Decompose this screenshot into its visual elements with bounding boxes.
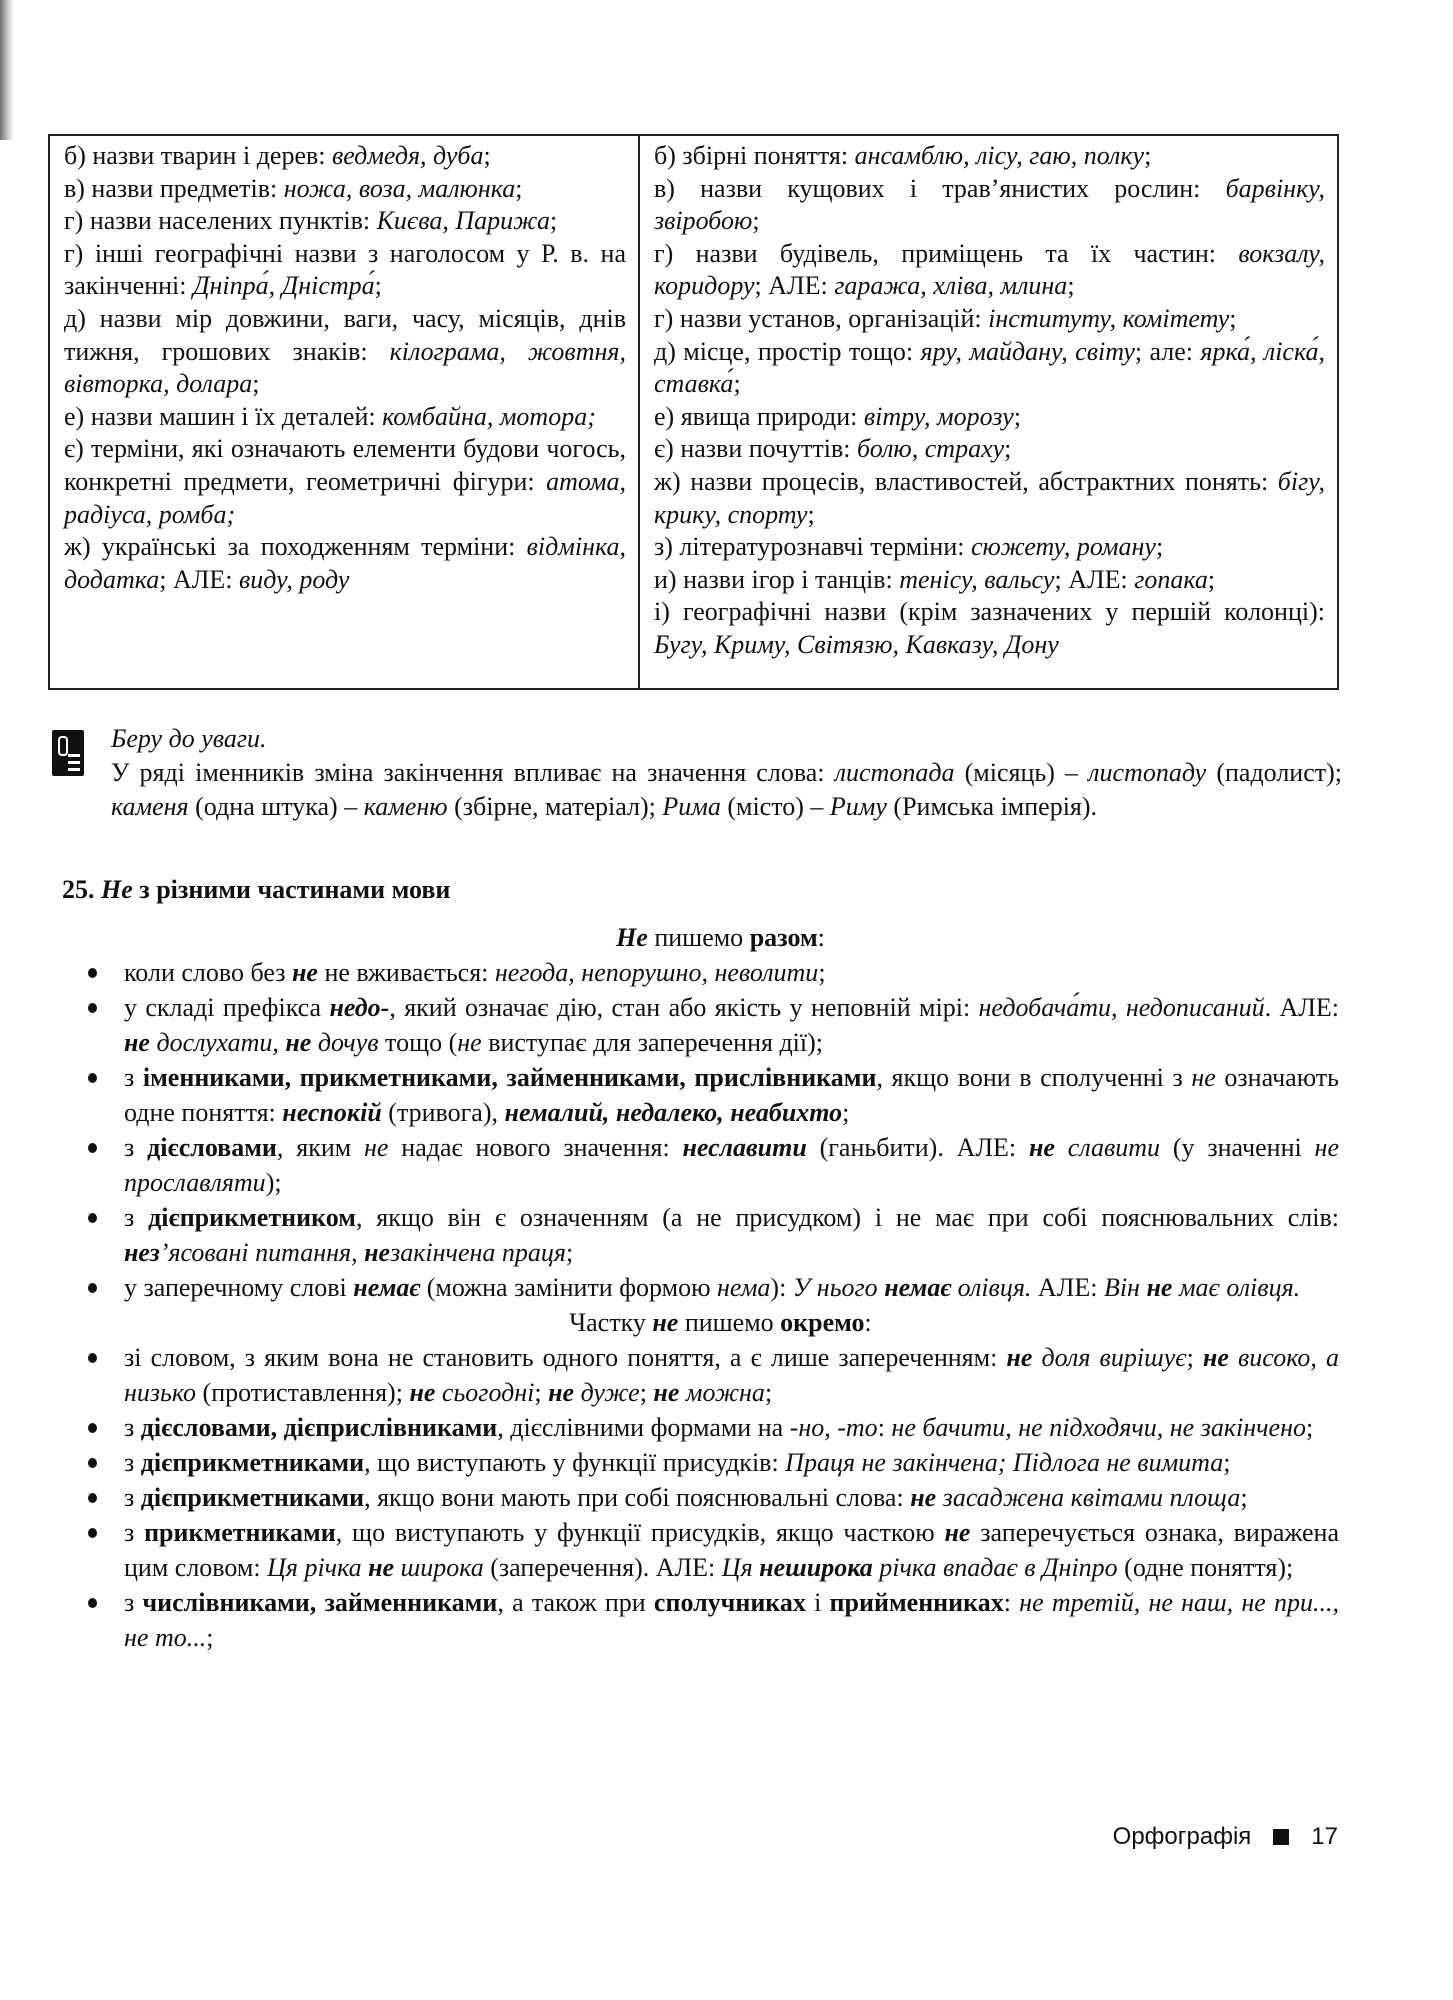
text-run: Він	[1103, 1273, 1147, 1302]
text-run: зі словом, з яким вона не становить одного поняття, а є лише запереченням:	[124, 1343, 1007, 1372]
rule-item	[62, 1340, 1339, 1410]
text-run: , якщо він є означенням (а не присудком) і не має при собі пояснювальних слів:	[355, 1203, 1339, 1232]
text-run: заперечується ознака, виражена цим словом:	[124, 1518, 1339, 1582]
text-run: Не	[616, 923, 648, 952]
text-run: гопака	[1134, 564, 1208, 594]
text-run: не вживається:	[317, 958, 495, 987]
text-run: не	[653, 1378, 680, 1407]
rule-item	[62, 990, 1339, 1060]
text-run: е) назви машин і їх деталей:	[64, 401, 383, 431]
text-run: неширока	[759, 1553, 873, 1582]
text-run: ;	[752, 206, 760, 236]
text-run: високо, а низько	[124, 1343, 1339, 1407]
text-run: комбайна, мотора;	[382, 401, 596, 431]
text-run: ;	[1013, 401, 1022, 431]
text-run: :	[877, 1413, 892, 1442]
text-run: з	[124, 1483, 141, 1512]
rule-item	[62, 1270, 1339, 1305]
text-run: можна	[679, 1378, 765, 1407]
text-run: , дієслівними формами на	[497, 1413, 790, 1442]
table-entry	[64, 531, 626, 596]
table-entry	[64, 401, 626, 434]
bullet-icon	[88, 1353, 97, 1363]
text-run: , а також при	[497, 1588, 654, 1617]
rules-together-list	[62, 955, 1339, 1305]
text-run: коли слово без	[124, 958, 292, 987]
text-run: надає нового значення:	[388, 1133, 683, 1162]
text-run: :	[817, 923, 825, 952]
text-run: , якщо вони в сполученні з	[876, 1063, 1192, 1092]
text-run: дуже	[574, 1378, 640, 1407]
text-run: дослухати,	[149, 1028, 286, 1057]
text-run: гаража, хліва, млина	[834, 271, 1068, 301]
section-heading	[62, 872, 1339, 908]
text-run: дієприкметниками	[140, 1483, 365, 1512]
text-run: немалий, недалеко, неабихто	[504, 1098, 843, 1127]
text-run: не	[364, 1238, 391, 1267]
square-bullet-icon	[1273, 1829, 1289, 1845]
table-entry	[654, 564, 1325, 597]
rule-item	[62, 1200, 1339, 1270]
text-run: немає	[884, 1273, 952, 1302]
bullet-icon	[88, 1213, 97, 1223]
bullet-icon	[88, 968, 97, 978]
text-run: (одне поняття);	[1117, 1553, 1294, 1582]
text-run: (тривога),	[381, 1098, 505, 1127]
text-run: з	[124, 1413, 141, 1442]
text-run: у складі префікса	[124, 993, 330, 1022]
text-run: дієприкметником	[148, 1203, 356, 1232]
text-run: тощо (	[378, 1028, 458, 1057]
note-body	[111, 756, 1342, 824]
text-run: і) географічні назви (крім зазначених у першій колонці):	[654, 597, 1325, 627]
text-run: не	[124, 1028, 150, 1057]
text-run: іменниками, прикметниками, займенниками, прислівниками	[142, 1063, 877, 1092]
text-run: не	[291, 958, 318, 987]
scan-edge	[0, 0, 14, 140]
page-footer	[1113, 1823, 1338, 1851]
note-block	[52, 722, 1342, 824]
subheading-together	[102, 920, 1339, 955]
text-run: не	[944, 1518, 971, 1547]
text-run: дієсловами, дієприслівниками	[140, 1413, 498, 1442]
text-run: відмінка, додатка	[64, 532, 626, 594]
text-run: не	[1191, 1063, 1216, 1092]
table-entry	[654, 303, 1325, 336]
text-run: ;	[818, 958, 826, 987]
text-run: ведмедя, дуба	[332, 141, 484, 170]
text-run: , якщо вони мають при собі пояснювальні слова:	[364, 1483, 911, 1512]
text-run: Беру до уваги.	[111, 724, 267, 753]
text-run: (протиставлення);	[196, 1378, 410, 1407]
text-run: и) назви ігор і танців:	[654, 564, 900, 594]
text-run: вітру, морозу	[863, 401, 1014, 431]
table-entry	[654, 140, 1325, 173]
text-run: Дніпра́, Дністра́	[192, 271, 375, 301]
text-run: у заперечному слові	[124, 1273, 354, 1302]
text-run: не	[1028, 1133, 1055, 1162]
text-run: яру, майдану, світу	[920, 336, 1135, 366]
text-run: негода, непорушно, неволити	[494, 958, 819, 987]
text-run: дієсловами	[147, 1133, 277, 1162]
text-run: , що виступають у функції присудків, якщо часткою	[335, 1518, 945, 1547]
text-run: ;	[733, 369, 741, 399]
text-run: ;	[1229, 303, 1237, 333]
table-entry	[654, 596, 1325, 661]
table-entry	[654, 433, 1325, 466]
text-run: ;	[374, 271, 382, 301]
text-run: :	[1003, 1588, 1020, 1617]
bullet-icon	[88, 1423, 97, 1433]
rule-item	[62, 1410, 1339, 1445]
text-run: Ця	[721, 1553, 760, 1582]
table-entry	[654, 531, 1325, 564]
rule-item	[62, 1585, 1339, 1655]
text-run: з	[124, 1133, 148, 1162]
text-run: не прославляти	[124, 1133, 1339, 1197]
text-run: нез	[124, 1238, 160, 1267]
text-run: бігу, крику, спорту	[654, 466, 1325, 529]
text-run: ;	[1306, 1413, 1314, 1442]
text-run: г) назви установ, організацій:	[654, 303, 989, 333]
text-run: доля вирішує	[1032, 1343, 1187, 1372]
text-run: ;	[549, 206, 558, 236]
text-run: не	[409, 1378, 436, 1407]
rule-item	[62, 1515, 1339, 1585]
section-25	[62, 872, 1339, 1655]
text-run: тенісу, вальсу	[899, 564, 1055, 594]
text-run: в) назви предметів:	[64, 173, 284, 203]
table-column-u-endings	[640, 136, 1337, 688]
bullet-icon	[88, 1528, 97, 1538]
text-run: (можна замінити формою	[420, 1273, 718, 1302]
text-run: ):	[770, 1273, 793, 1302]
text-run: з	[124, 1588, 143, 1617]
text-run: ;	[252, 369, 260, 399]
text-run: окремо	[780, 1308, 865, 1337]
text-run: не	[457, 1028, 482, 1057]
text-run: ;	[534, 1378, 549, 1407]
text-run: ;	[1223, 1448, 1231, 1477]
table-entry	[64, 173, 626, 206]
text-run: болю, страху	[857, 434, 1005, 464]
text-run: дієприкметниками	[140, 1448, 365, 1477]
text-run: ;	[1207, 564, 1216, 594]
text-run: прикметниками	[144, 1518, 336, 1547]
rule-item	[62, 1445, 1339, 1480]
text-run: Праця не закінчена; Підлога не вимита	[785, 1448, 1224, 1477]
text-run: ж) українські за походженням терміни:	[64, 532, 527, 562]
text-run: з різними частинами мови	[132, 875, 451, 904]
text-run: не	[652, 1308, 679, 1337]
text-run: (одна штука) –	[188, 792, 364, 821]
text-run: Рима	[662, 792, 721, 821]
text-run: ;	[206, 1623, 214, 1652]
text-run: Ця річка	[267, 1553, 369, 1582]
text-run: олівця.	[951, 1273, 1032, 1302]
subheading-apart	[102, 1305, 1339, 1340]
rule-item	[62, 1060, 1339, 1130]
text-run: не	[1146, 1273, 1173, 1302]
text-run: Частку	[569, 1308, 653, 1337]
text-run: (ганьбити). АЛЕ:	[806, 1133, 1029, 1162]
text-run: каменю	[363, 792, 448, 821]
text-run: ;	[1067, 271, 1075, 301]
text-run: з) літературознавчі терміни:	[654, 532, 971, 562]
text-run: інституту, комітету	[988, 303, 1230, 333]
text-run: каменя	[111, 792, 189, 821]
genitive-endings-table	[48, 134, 1339, 690]
text-run: У нього	[792, 1273, 885, 1302]
text-run: не	[1006, 1343, 1033, 1372]
text-run: і	[805, 1588, 830, 1617]
text-run: дочув	[311, 1028, 379, 1057]
text-run: сполучниках	[653, 1588, 806, 1617]
text-run: ансамблю, лісу, гаю, полку	[854, 141, 1145, 170]
text-run: г) назви будівель, приміщень та їх частин:	[654, 238, 1239, 268]
text-run: ; АЛЕ:	[1054, 564, 1135, 594]
text-run: з	[124, 1448, 141, 1477]
table-entry	[64, 238, 626, 303]
note-title	[111, 722, 1342, 756]
text-run: сюжету, роману	[970, 532, 1156, 562]
text-run: ;	[565, 1238, 574, 1267]
text-run: листопаду	[1088, 758, 1207, 787]
text-run: ; АЛЕ:	[159, 564, 240, 594]
text-run: в) назви кущових і трав’янистих рослин:	[654, 173, 1226, 203]
text-run: неспокій	[282, 1098, 382, 1127]
text-run: ;	[639, 1378, 654, 1407]
text-run: не	[368, 1553, 395, 1582]
text-run: не	[364, 1133, 389, 1162]
text-run: виду, роду	[239, 564, 350, 594]
text-run: ;	[842, 1098, 850, 1127]
text-run: ;	[807, 499, 815, 529]
table-entry	[64, 140, 626, 173]
text-run: У ряді іменників зміна закінчення впливає на значення слова:	[111, 758, 835, 787]
bullet-icon	[88, 1493, 97, 1503]
text-run: закінчена праця	[390, 1238, 566, 1267]
text-run: не	[910, 1483, 937, 1512]
text-run: славити	[1054, 1133, 1161, 1162]
text-run: ножа, воза, малюнка	[283, 173, 516, 203]
text-run: ярка́, ліска́, ставка́	[654, 336, 1325, 399]
table-entry	[654, 336, 1325, 401]
text-run: з	[124, 1518, 145, 1547]
text-run: ; АЛЕ:	[754, 271, 835, 301]
footer-section-name: Орфографія	[1112, 1823, 1252, 1850]
text-run: Не	[101, 875, 133, 904]
text-run: недо-	[329, 993, 390, 1022]
text-run: ;	[1004, 434, 1012, 464]
text-run: не	[285, 1028, 312, 1057]
text-run: ’ясовані питання,	[159, 1238, 365, 1267]
text-run: г) інші географічні назви з наголосом у Р. в. на закінченні:	[64, 238, 626, 301]
text-run: не	[548, 1378, 575, 1407]
table-entry	[64, 433, 626, 531]
text-run: не третій, не наш, не при..., не то...	[124, 1588, 1340, 1652]
text-run: ;	[764, 1378, 773, 1407]
bullet-icon	[88, 1283, 97, 1293]
notepad-icon	[52, 730, 84, 776]
text-run: (місяць) –	[954, 758, 1089, 787]
text-run: прийменниках	[829, 1588, 1004, 1617]
bullet-icon	[88, 1598, 97, 1608]
text-run: е) явища природи:	[654, 401, 864, 431]
text-run: недобача́ти, недописаний	[978, 993, 1265, 1022]
rule-item	[62, 1480, 1339, 1515]
text-run: -но, -то	[789, 1413, 878, 1442]
text-run: ;	[515, 173, 523, 203]
text-run: (у значенні	[1160, 1133, 1315, 1162]
text-run: АЛЕ:	[1031, 1273, 1104, 1302]
text-run: , що виступають у функції присудків:	[364, 1448, 786, 1477]
text-run: широка	[394, 1553, 484, 1582]
text-run: );	[265, 1168, 282, 1197]
rule-item	[62, 955, 1339, 990]
table-entry	[64, 205, 626, 238]
text-run: з	[124, 1203, 149, 1232]
text-run: б) збірні поняття:	[654, 141, 855, 170]
table-entry	[64, 303, 626, 401]
text-run: Києва, Парижа	[376, 206, 550, 236]
text-run: (збірне, матеріал);	[447, 792, 663, 821]
text-run: ;	[1186, 1343, 1203, 1372]
text-run: :	[864, 1308, 872, 1337]
text-run: засаджена квітами площа	[936, 1483, 1241, 1512]
text-run: д) назви мір довжини, ваги, часу, місяців, днів тижня, грошових знаків:	[64, 303, 626, 366]
text-run: ; але:	[1134, 336, 1201, 366]
text-run: 25.	[62, 875, 101, 904]
text-run: барвінку, звіробою	[654, 173, 1325, 236]
text-run: Риму	[829, 792, 887, 821]
text-run: неславити	[682, 1133, 807, 1162]
text-run: ;	[1240, 1483, 1248, 1512]
text-run: не	[1202, 1343, 1229, 1372]
page-number: 17	[1311, 1823, 1338, 1850]
table-entry	[654, 401, 1325, 434]
table-entry	[654, 466, 1325, 531]
table-entry	[654, 173, 1325, 238]
text-run: . АЛЕ:	[1264, 993, 1339, 1022]
text-run: г) назви населених пунктів:	[64, 206, 377, 236]
text-run: б) назви тварин і дерев:	[64, 141, 332, 170]
text-run: річка впадає в Дніпро	[872, 1553, 1118, 1582]
text-run: немає	[353, 1273, 421, 1302]
text-run: Бугу, Криму, Світязю, Кавказу, Дону	[654, 629, 1059, 659]
text-run: листопада	[834, 758, 955, 787]
text-run: є) назви почуттів:	[654, 434, 857, 464]
rule-item	[62, 1130, 1339, 1200]
text-run: атома, радіуса, ромба;	[64, 466, 626, 529]
text-run: нема	[717, 1273, 771, 1302]
text-run: , який означає дію, стан або якість у неповній мірі:	[389, 993, 979, 1022]
table-column-a-endings	[50, 136, 640, 688]
text-run: ж) назви процесів, властивостей, абстрактних понять:	[654, 466, 1278, 496]
text-run: ;	[1144, 141, 1152, 170]
bullet-icon	[88, 1003, 97, 1013]
text-run: (падолист);	[1206, 758, 1342, 787]
text-run: має олівця.	[1172, 1273, 1301, 1302]
text-run: вокзалу, коридору	[654, 238, 1325, 301]
text-run: ;	[1155, 532, 1164, 562]
text-run: не бачити, не підходячи, не закінчено	[891, 1413, 1306, 1442]
text-run: (Римська імперія).	[886, 792, 1098, 821]
text-run: ;	[483, 141, 491, 170]
text-run: разом	[749, 923, 818, 952]
text-run: є) терміни, які означають елементи будови чогось, конкретні предмети, геометричні фігури:	[64, 434, 626, 496]
text-run: (заперечення). АЛЕ:	[483, 1553, 722, 1582]
text-run: означають одне поняття:	[124, 1063, 1339, 1127]
text-run: з	[124, 1063, 143, 1092]
text-run: д) місце, простір тощо:	[654, 336, 921, 366]
text-run: сьогодні	[435, 1378, 535, 1407]
text-run: пишемо	[647, 923, 750, 952]
bullet-icon	[88, 1458, 97, 1468]
text-run: виступає для заперечення дії);	[481, 1028, 824, 1057]
text-run: (місто) –	[720, 792, 830, 821]
text-run: кілограма, жовтня, вівторка, долара	[64, 336, 626, 399]
text-run: пишемо	[678, 1308, 781, 1337]
text-run: числівниками, займенниками	[142, 1588, 498, 1617]
rules-apart-list	[62, 1340, 1339, 1655]
table-entry	[654, 238, 1325, 303]
text-run: , яким	[276, 1133, 365, 1162]
bullet-icon	[88, 1073, 97, 1083]
bullet-icon	[88, 1143, 97, 1153]
